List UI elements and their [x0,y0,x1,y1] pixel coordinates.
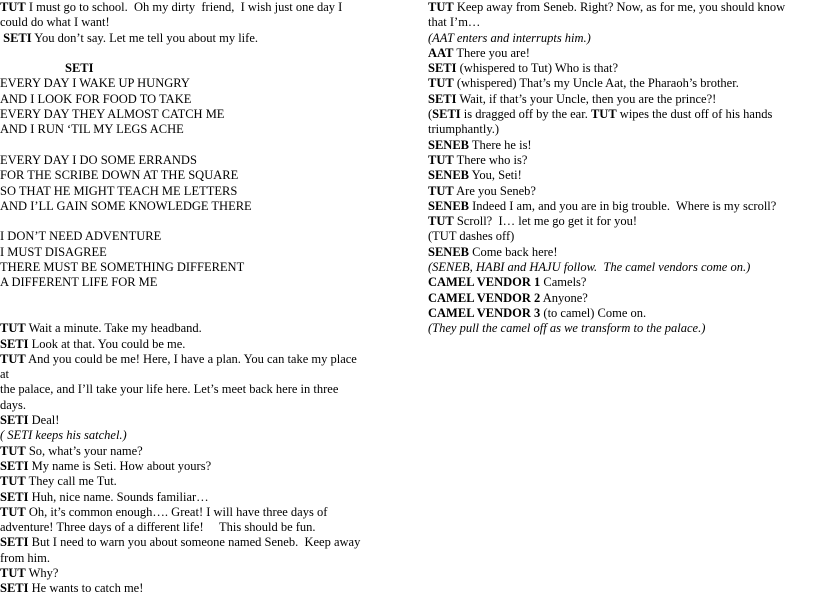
song-title: SETI [65,61,94,76]
script-line [0,31,392,46]
script-line [0,413,392,428]
script-line [0,15,392,30]
dialogue-text: You don’t say. Let me tell you about my life. [31,30,258,45]
script-line [0,444,392,459]
script-line [0,581,392,596]
speaker-name: CAMEL VENDOR 2 [428,290,541,305]
script-line [0,520,392,535]
script-line [0,505,392,520]
stage-direction: ( SETI keeps his satchel.) [0,428,127,443]
dialogue-text: I must go to school. Oh my dirty friend, I wish just one day I [25,0,343,14]
script-line [0,398,392,413]
dialogue-text: Oh, it’s common enough…. Great! I will have three days of [25,504,328,519]
dialogue-text: I DON’T NEED ADVENTURE [0,229,162,244]
script-line [428,138,816,153]
dialogue-text: There who is? [453,152,528,167]
dialogue-text: Anyone? [540,290,588,305]
script-line [0,92,392,107]
dialogue-text: Come back here! [469,244,558,259]
blank-line [0,138,392,153]
dialogue-text: at [0,367,10,382]
script-line [0,474,392,489]
dialogue-text: They call me Tut. [25,474,117,489]
dialogue-text: (to camel) Come on. [540,305,647,320]
speaker-name: SETI [428,61,457,76]
script-line [0,0,392,15]
script-line [0,337,392,352]
script-column-left [0,0,392,597]
dialogue-text: A DIFFERENT LIFE FOR ME [0,275,158,290]
dialogue-text: SO THAT HE MIGHT TEACH ME LETTERS [0,183,238,198]
script-line [428,0,816,15]
script-line [0,352,392,367]
dialogue-text: He wants to catch me! [28,581,144,596]
speaker-name: TUT [428,76,454,91]
dialogue-text: There he is! [469,137,532,152]
dialogue-text: FOR THE SCRIBE DOWN AT THE SQUARE [0,168,239,183]
script-line [0,459,392,474]
dialogue-text: So, what’s your name? [25,443,143,458]
dialogue-text: Look at that. You could be me. [28,336,186,351]
speaker-name: TUT [428,152,454,167]
speaker-name: SENEB [428,244,469,259]
script-line [0,321,392,336]
dialogue-text: (whispered to Tut) Who is that? [456,61,619,76]
script-line [428,199,816,214]
script-line [0,199,392,214]
speaker-name: SETI [0,581,29,596]
speaker-name: TUT [428,183,454,198]
script-line [428,61,816,76]
blank-line [0,306,392,321]
dialogue-text: the palace, and I’ll take your life here. Let’s meet back here in three [0,382,339,397]
speaker-name: AAT [428,45,454,60]
dialogue-text: Camels? [540,275,587,290]
dialogue-text: (whispered) That’s my Uncle Aat, the Pharaoh’s brother. [453,76,739,91]
script-line [0,551,392,566]
dialogue-text: Wait a minute. Take my headband. [25,321,202,336]
speaker-name: TUT [0,351,26,366]
script-line [0,245,392,260]
script-line [0,382,392,397]
stage-direction: (They pull the camel off as we transform to the palace.) [428,321,706,336]
script-line [428,76,816,91]
speaker-name: TUT [0,443,26,458]
dialogue-text: AND I’LL GAIN SOME KNOWLEDGE THERE [0,198,252,213]
speaker-name: SETI [432,107,461,122]
script-line [0,535,392,550]
dialogue-text: EVERY DAY THEY ALMOST CATCH ME [0,107,225,122]
script-line [428,168,816,183]
dialogue-text: Indeed I am, and you are in big trouble. Where is my scroll? [469,198,777,213]
script-line [0,153,392,168]
script-line [428,15,816,30]
dialogue-text: AND I LOOK FOR FOOD TO TAKE [0,91,192,106]
speaker-name: TUT [428,0,454,14]
dialogue-text: wipes the dust off of his hands [616,107,773,122]
script-line [0,275,392,290]
script-line [428,245,816,260]
dialogue-text: ( [428,107,433,122]
script-line [428,153,816,168]
script-line [428,122,816,137]
dialogue-text: adventure! Three days of a different life! This should be fun. [0,520,316,535]
speaker-name: TUT [0,565,26,580]
speaker-name: SETI [0,413,29,428]
dialogue-text: is dragged off by the ear. [460,107,591,122]
speaker-name: TUT [0,321,26,336]
speaker-name: SETI [0,336,29,351]
stage-direction: (SENEB, HABI and HAJU follow. The camel vendors come on.) [428,260,751,275]
stage-direction: (AAT enters and interrupts him.) [428,30,591,45]
dialogue-text: THERE MUST BE SOMETHING DIFFERENT [0,260,245,275]
script-line [0,76,392,91]
speaker-name: SENEB [428,198,469,213]
script-line [0,168,392,183]
script-line [0,122,392,137]
dialogue-text: Are you Seneb? [453,183,536,198]
dialogue-text: And you could be me! Here, I have a plan. You can take my place [25,351,357,366]
blank-line [0,291,392,306]
speaker-name: SENEB [428,168,469,183]
dialogue-text: Huh, nice name. Sounds familiar… [28,489,209,504]
speaker-name: CAMEL VENDOR 3 [428,305,541,320]
dialogue-text: Deal! [28,413,60,428]
script-line [428,291,816,306]
dialogue-text: could do what I want! [0,15,110,30]
script-line [0,566,392,581]
speaker-name: SETI [428,91,457,106]
speaker-name: SETI [0,535,29,550]
script-line [0,107,392,122]
dialogue-text: My name is Seti. How about yours? [28,458,212,473]
dialogue-text: There you are! [453,45,530,60]
dialogue-text: Scroll? I… let me go get it for you! [453,214,637,229]
dialogue-text: from him. [0,550,50,565]
script-line [428,306,816,321]
dialogue-text: that I’m… [428,15,481,30]
dialogue-text: I MUST DISAGREE [0,244,107,259]
script-line [428,214,816,229]
dialogue-text: You, Seti! [469,168,522,183]
dialogue-text: Wait, if that’s your Uncle, then you are the prince?! [456,91,717,106]
speaker-name: SENEB [428,137,469,152]
script-line [0,184,392,199]
dialogue-text: (TUT dashes off) [428,229,515,244]
script-line [0,229,392,244]
speaker-name: SETI [0,30,32,45]
dialogue-text: days. [0,397,27,412]
script-line [428,107,816,122]
speaker-name: TUT [428,214,454,229]
speaker-name: CAMEL VENDOR 1 [428,275,541,290]
script-line [428,229,816,244]
speaker-name: TUT [0,504,26,519]
dialogue-text: AND I RUN ‘TIL MY LEGS ACHE [0,122,184,137]
script-line [0,260,392,275]
dialogue-text: EVERY DAY I WAKE UP HUNGRY [0,76,190,91]
speaker-name: SETI [0,489,29,504]
speaker-name: TUT [0,0,26,14]
script-line [0,367,392,382]
blank-line [0,214,392,229]
dialogue-text: But I need to warn you about someone named Seneb. Keep away [28,535,361,550]
blank-line [0,46,392,61]
script-line [428,92,816,107]
script-column-right [428,0,816,337]
script-line [0,490,392,505]
dialogue-text: Keep away from Seneb. Right? Now, as for me, you should know [453,0,786,14]
speaker-name: SETI [0,458,29,473]
script-line [428,184,816,199]
script-line [428,275,816,290]
dialogue-text: triumphantly.) [428,122,500,137]
dialogue-text: EVERY DAY I DO SOME ERRANDS [0,152,197,167]
dialogue-text: Why? [25,565,59,580]
script-line [428,46,816,61]
speaker-name: TUT [0,474,26,489]
speaker-name: TUT [590,107,617,122]
